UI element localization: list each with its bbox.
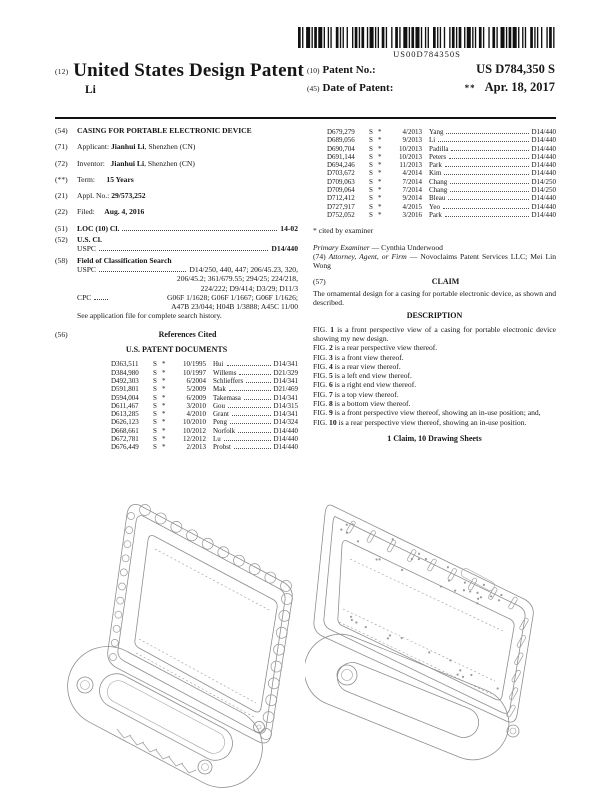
citations-left: [55, 360, 298, 451]
term-field: [55, 175, 298, 184]
header: [55, 60, 555, 98]
application-number-field: [55, 191, 298, 200]
barcode-icon: [298, 27, 556, 48]
field-of-search-content: Field of Classification Search USPC D14/250, 440, 447; 206/45.23, 320, 206/45.2; 361/679.55; 294/25; 224/218, 224/222; D9/414; D3/29; D11/3 CPC G06F 1/1628; G06F 1/1667; G06F 1/1626; A47B 23/044; H04B 1/3888; A45C 11/00 See application file for complete search history.: [77, 255, 298, 321]
date-of-patent-row: [307, 80, 555, 95]
date-text: Apr. 18, 2017: [484, 80, 555, 94]
document-title-text: United States Design Patent: [73, 60, 304, 81]
primary-examiner-line: Primary Examiner — Cynthia Underwood: [313, 242, 443, 252]
citation-row: D613,285 S * 4/2010 Grant D14/341: [111, 410, 298, 419]
citations-right: [313, 128, 556, 219]
application-number-value: Appl. No.: 29/573,252: [77, 191, 146, 201]
citation-row: D492,303 S * 6/2004 Schlieffers D14/341: [111, 376, 298, 385]
claims-sheets-footer: 1 Claim, 10 Drawing Sheets: [387, 433, 482, 443]
citation-row: D727,917 S * 4/2015 Yeo D14/440: [327, 202, 556, 211]
barcode: [298, 27, 556, 59]
citation-row: D679,279 S * 4/2013 Yang D14/440: [327, 128, 556, 136]
us-class-field: [55, 235, 298, 254]
claim-text: The ornamental design for a casing for portable electronic device, as shown and described.: [313, 288, 556, 308]
citation-row: D703,672 S * 4/2014 Kim D14/440: [327, 169, 556, 178]
inid-54: (54): [55, 126, 68, 135]
field-of-search: [55, 256, 298, 321]
inid-21: (21): [55, 191, 68, 201]
attorney-line: (74) Attorney, Agent, or Firm — Novoclaims Patent Services LLC; Mei Lin Wong: [313, 251, 556, 271]
right-column: [313, 126, 556, 488]
inid-71: (71): [55, 142, 68, 152]
drawing-figures: [55, 489, 560, 800]
title-field: [55, 126, 298, 135]
citation-row: D694,246 S * 11/2013 Park D14/440: [327, 161, 556, 170]
inid-10: (10): [307, 66, 320, 75]
dot-leader: [99, 250, 268, 251]
citation-row: D709,064 S * 7/2014 Chang D14/250: [327, 186, 556, 195]
header-right: [307, 60, 555, 98]
figure-description-line: FIG. 8 is a bottom view thereof.: [313, 399, 411, 409]
citation-row: D363,511 S * 10/1995 Hui D14/341: [111, 360, 298, 369]
patent-number-label: Patent No.:: [322, 64, 376, 76]
us-class-content: U.S. Cl. USPC D14/440: [77, 235, 298, 254]
inid-51: (51): [55, 223, 68, 233]
citation-row: D672,781 S * 12/2012 Lu D14/440: [111, 435, 298, 444]
claim-heading-row: (57) CLAIM: [313, 277, 460, 287]
inid-45: (45): [307, 84, 320, 93]
citation-row: D594,004 S * 6/2009 Takemasa D14/341: [111, 393, 298, 402]
filed-field: [55, 207, 298, 216]
header-left: [55, 60, 304, 98]
citation-row: D591,801 S * 5/2009 Mak D21/469: [111, 385, 298, 394]
figure-descriptions: [313, 325, 556, 427]
description-heading: DESCRIPTION: [406, 311, 463, 321]
date-of-patent-label: Date of Patent:: [322, 82, 394, 94]
applicant-field: [55, 142, 298, 151]
cited-by-examiner-note: * cited by examiner: [313, 226, 374, 236]
dot-leader: [122, 230, 277, 231]
citation-row: D689,056 S * 9/2013 Li D14/440: [327, 136, 556, 145]
figure-description-line: FIG. 6 is a right end view thereof.: [313, 380, 417, 390]
citation-row: D691,144 S * 10/2013 Peters D14/440: [327, 152, 556, 161]
citation-row: D384,980 S * 10/1997 Willems D21/329: [111, 368, 298, 377]
figure-description-line: FIG. 5 is a left end view thereof.: [313, 371, 412, 381]
us-patent-documents-heading: U.S. PATENT DOCUMENTS: [125, 345, 228, 355]
citation-row: D712,412 S * 9/2014 Bleau D14/440: [327, 194, 556, 203]
citation-row: D709,063 S * 7/2014 Chang D14/250: [327, 177, 556, 186]
citation-row: D690,704 S * 10/2013 Padilla D14/440: [327, 144, 556, 153]
figure-description-line: FIG. 2 is a rear perspective view thereof.: [313, 343, 438, 353]
inid-term: (**): [55, 174, 68, 184]
citation-row: D676,449 S * 2/2013 Probst D14/440: [111, 443, 298, 452]
patent-number-row: [307, 62, 555, 77]
figure-description-line: FIG. 4 is a rear view thereof.: [313, 361, 401, 371]
references-cited-heading: (56) References Cited: [55, 329, 217, 339]
front-perspective-drawing: [55, 489, 305, 800]
inventor-field: [55, 159, 298, 168]
left-column: [55, 126, 298, 488]
figure-description-line: FIG. 7 is a top view thereof.: [313, 389, 399, 399]
loc-class-line: LOC (10) Cl. 14-02: [77, 223, 298, 233]
dot-leader: [94, 299, 108, 300]
inid-72: (72): [55, 158, 68, 168]
filed-value: Filed: Aug. 4, 2016: [77, 207, 145, 217]
inventor-value: Inventor: Jianhui Li, Shenzhen (CN): [77, 158, 195, 168]
inid-22: (22): [55, 207, 68, 217]
header-divider: [55, 117, 556, 119]
date-of-patent-value: [393, 80, 555, 95]
figure-description-line: FIG. 9 is a front perspective view thereof, showing an in-use position; and,: [313, 408, 541, 418]
applicant-value: Applicant: Jianhui Li, Shenzhen (CN): [77, 142, 196, 152]
citation-row: D668,661 S * 10/2012 Norfolk D14/440: [111, 426, 298, 435]
inventor-surname: Li: [85, 84, 96, 96]
term-extension-stars: **: [464, 83, 476, 93]
figure-description-line: FIG. 3 is a front view thereof.: [313, 352, 404, 362]
dot-leader: [99, 271, 186, 272]
body-columns: [55, 126, 556, 488]
citation-row: D752,052 S * 3/2016 Park D14/440: [327, 210, 556, 219]
barcode-text: US00D784350S: [393, 49, 461, 59]
inid-58: (58): [55, 255, 68, 265]
inid-57: (57): [313, 277, 326, 287]
citation-row: D611,467 S * 3/2010 Gou D14/315: [111, 401, 298, 410]
patent-number-value: US D784,350 S: [476, 62, 555, 76]
rear-perspective-drawing: [305, 489, 560, 794]
figure-description-line: FIG. 1 is a front perspective view of a casing for portable electronic device showing my new design.: [313, 324, 556, 343]
inid-56: (56): [55, 329, 68, 339]
inid-12: (12): [55, 67, 69, 76]
document-title: [55, 60, 304, 82]
term-value: Term: 15 Years: [77, 174, 134, 184]
loc-class-field: [55, 224, 298, 233]
inid-52: (52): [55, 235, 68, 245]
citation-row: D626,123 S * 10/2010 Peng D14/324: [111, 418, 298, 427]
invention-title: CASING FOR PORTABLE ELECTRONIC DEVICE: [77, 126, 252, 135]
figure-description-line: FIG. 10 is a rear perspective view thereof, showing an in-use position.: [313, 417, 527, 427]
